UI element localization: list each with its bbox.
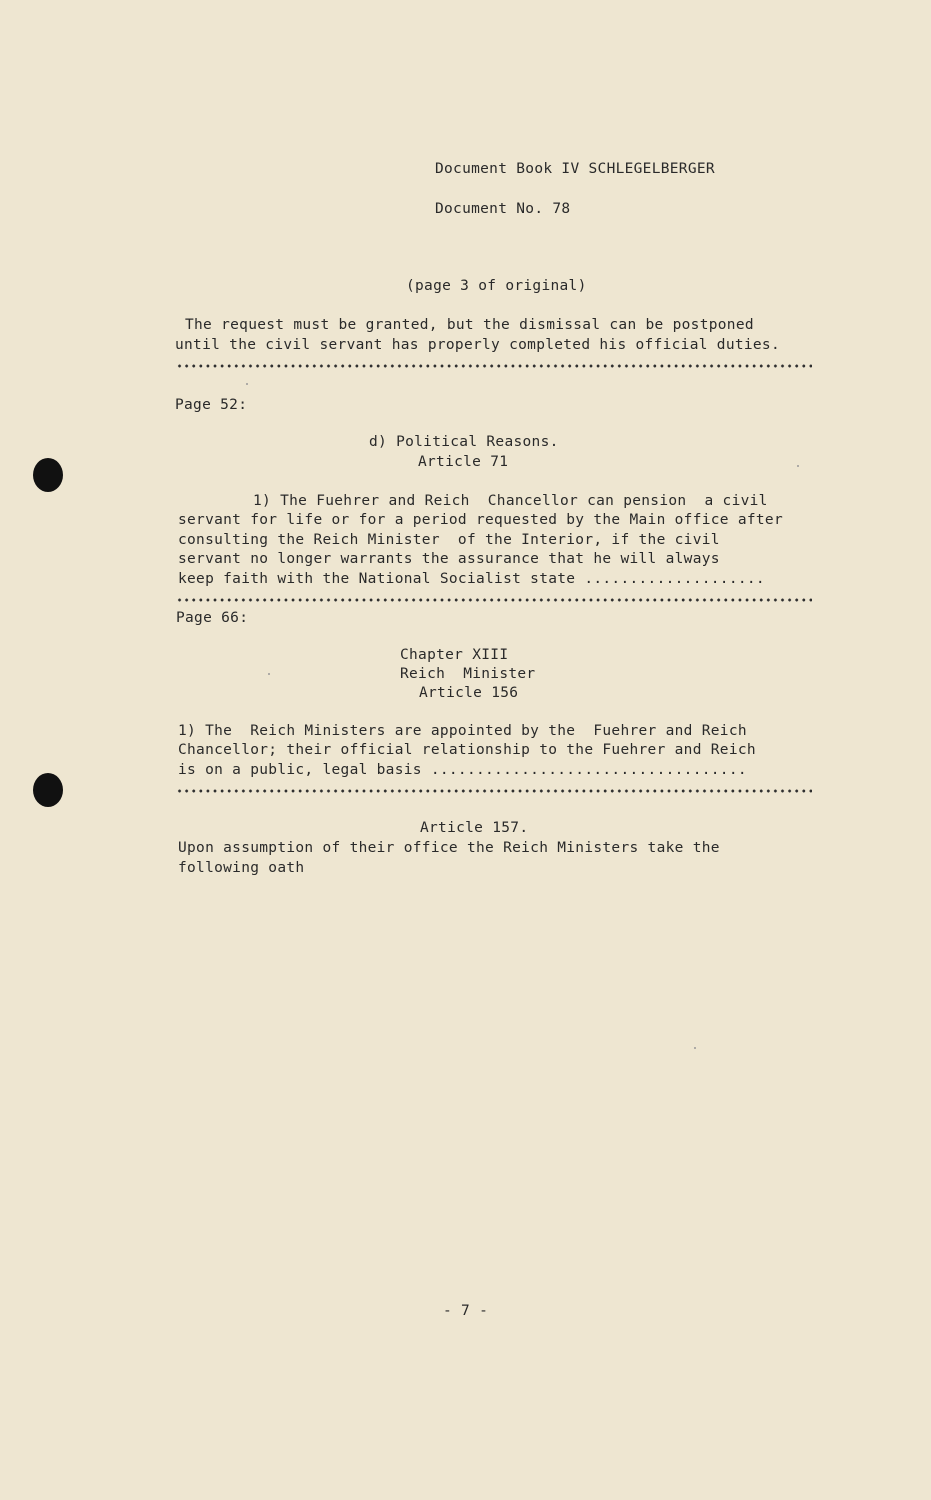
- page-number: - 7 -: [443, 1303, 489, 1319]
- chapter-subtitle: Reich Minister: [400, 666, 536, 682]
- article-157-heading: Article 157.: [420, 820, 529, 836]
- dotted-separator: [176, 789, 812, 793]
- document-number: Document No. 78: [435, 201, 571, 217]
- article-156-line-1: 1) The Reich Ministers are appointed by the Fuehrer and Reich: [178, 723, 747, 739]
- page-52-label: Page 52:: [175, 397, 248, 413]
- article-71-line-1: 1) The Fuehrer and Reich Chancellor can pension a civil: [253, 493, 768, 509]
- article-71-line-4: servant no longer warrants the assurance that he will always: [178, 551, 720, 567]
- dotted-separator: [176, 598, 812, 602]
- political-reasons-heading: d) Political Reasons.: [369, 434, 559, 450]
- page-66-label: Page 66:: [176, 610, 249, 626]
- article-156-line-2: Chancellor; their official relationship to the Fuehrer and Reich: [178, 742, 756, 758]
- punch-hole-bottom: [33, 773, 63, 807]
- punch-hole-top: [33, 458, 63, 492]
- document-book-header: Document Book IV SCHLEGELBERGER: [435, 161, 715, 177]
- intro-line-1: The request must be granted, but the dismissal can be postponed: [185, 317, 754, 333]
- intro-line-2: until the civil servant has properly completed his official duties.: [175, 337, 780, 353]
- chapter-title: Chapter XIII: [400, 647, 509, 663]
- paper-speck: [268, 673, 270, 675]
- paper-speck: [246, 383, 248, 385]
- paper-speck: [694, 1047, 696, 1049]
- dotted-separator: [176, 364, 812, 368]
- article-71-line-2: servant for life or for a period requested by the Main office after: [178, 512, 783, 528]
- article-71-heading: Article 71: [418, 454, 509, 470]
- article-157-line-1: Upon assumption of their office the Reich Ministers take the: [178, 840, 720, 856]
- article-156-line-3: is on a public, legal basis ...................................: [178, 762, 747, 778]
- paper-speck: [797, 465, 799, 467]
- article-71-line-5: keep faith with the National Socialist state ....................: [178, 571, 765, 587]
- article-156-heading: Article 156: [419, 685, 519, 701]
- article-71-line-3: consulting the Reich Minister of the Interior, if the civil: [178, 532, 720, 548]
- original-page-reference: (page 3 of original): [406, 278, 587, 294]
- article-157-line-2: following oath: [178, 860, 305, 876]
